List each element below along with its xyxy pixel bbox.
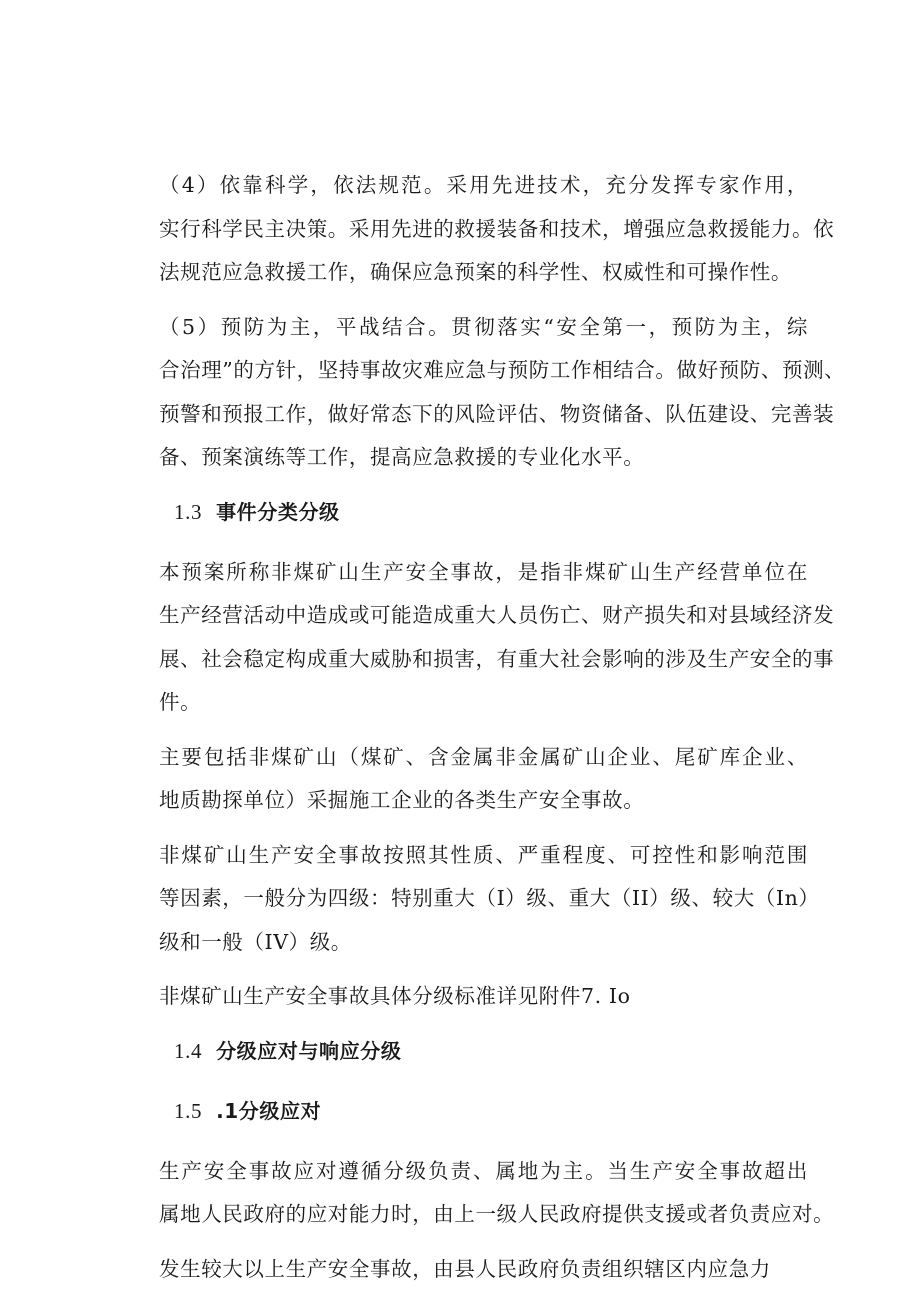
paragraph	[118, 834, 820, 965]
paragraph-line: 非煤矿山生产安全事故按照其性质、严重程度、可控性和影响范围	[159, 842, 808, 867]
paragraph-line: 属地人民政府的应对能力时，由上一级人民政府提供支援或者负责应对。	[159, 1202, 835, 1226]
paragraph	[118, 1248, 808, 1292]
paragraph-line: 发生较大以上生产安全事故，由县人民政府负责组织辖区内应急力	[159, 1256, 771, 1281]
paragraph-line: 生产经营活动中造成或可能造成重大人员伤亡、财产损失和对县域经济发	[159, 603, 835, 627]
paragraph	[118, 306, 846, 480]
paragraph	[118, 736, 808, 823]
paragraph-line: 展、社会稳定构成重大威胁和损害，有重大社会影响的涉及生产安全的事	[159, 646, 835, 671]
document-body	[118, 164, 846, 1302]
section-number: 1.5	[174, 1098, 203, 1123]
section-heading	[118, 1090, 808, 1132]
paragraph-line: 生产安全事故应对遵循分级负责、属地为主。当生产安全事故超出	[159, 1158, 808, 1183]
section-heading	[118, 491, 808, 533]
paragraph-line: 非煤矿山生产安全事故具体分级标准详见附件7. Io	[159, 984, 631, 1008]
paragraph-line: 级和一般（IV）级。	[159, 929, 352, 954]
section-heading	[118, 1030, 808, 1072]
paragraph-line: 主要包括非煤矿山（煤矿、含金属非金属矿山企业、尾矿库企业、	[159, 744, 808, 769]
paragraph	[118, 164, 835, 295]
section-title: 事件分类分级	[216, 499, 340, 524]
paragraph-line: 地质勘探单位）采掘施工企业的各类生产安全事故。	[159, 788, 645, 812]
paragraph	[118, 975, 808, 1019]
paragraph-line: 合治理”的方针，坚持事故灾难应急与预防工作相结合。做好预防、预测、	[159, 358, 846, 382]
paragraph-line: （4）依靠科学，依法规范。采用先进技术，充分发挥专家作用，	[159, 173, 808, 197]
section-title: 分级应对与响应分级	[216, 1038, 402, 1063]
paragraph-line: 等因素，一般分为四级：特别重大（I）级、重大（II）级、较大（In）	[159, 886, 820, 910]
paragraph	[118, 551, 835, 725]
paragraph-line: 备、预案演练等工作，提高应急救援的专业化水平。	[159, 445, 645, 469]
section-number: 1.4	[174, 1038, 203, 1063]
paragraph	[118, 1150, 835, 1237]
paragraph-line: 法规范应急救援工作，确保应急预案的科学性、权威性和可操作性。	[159, 260, 792, 284]
section-number: 1.3	[174, 499, 203, 524]
paragraph-line: 件。	[159, 690, 202, 714]
paragraph-line: 预警和预报工作，做好常态下的风险评估、物资储备、队伍建设、完善装	[159, 401, 835, 426]
paragraph-line: （5）预防为主，平战结合。贯彻落实“安全第一，预防为主，综	[159, 314, 808, 339]
paragraph-line: 实行科学民主决策。采用先进的救援装备和技术，增强应急救援能力。依	[159, 216, 835, 241]
section-title: .1分级应对	[216, 1098, 322, 1123]
paragraph-line: 本预案所称非煤矿山生产安全事故，是指非煤矿山生产经营单位在	[159, 559, 808, 584]
